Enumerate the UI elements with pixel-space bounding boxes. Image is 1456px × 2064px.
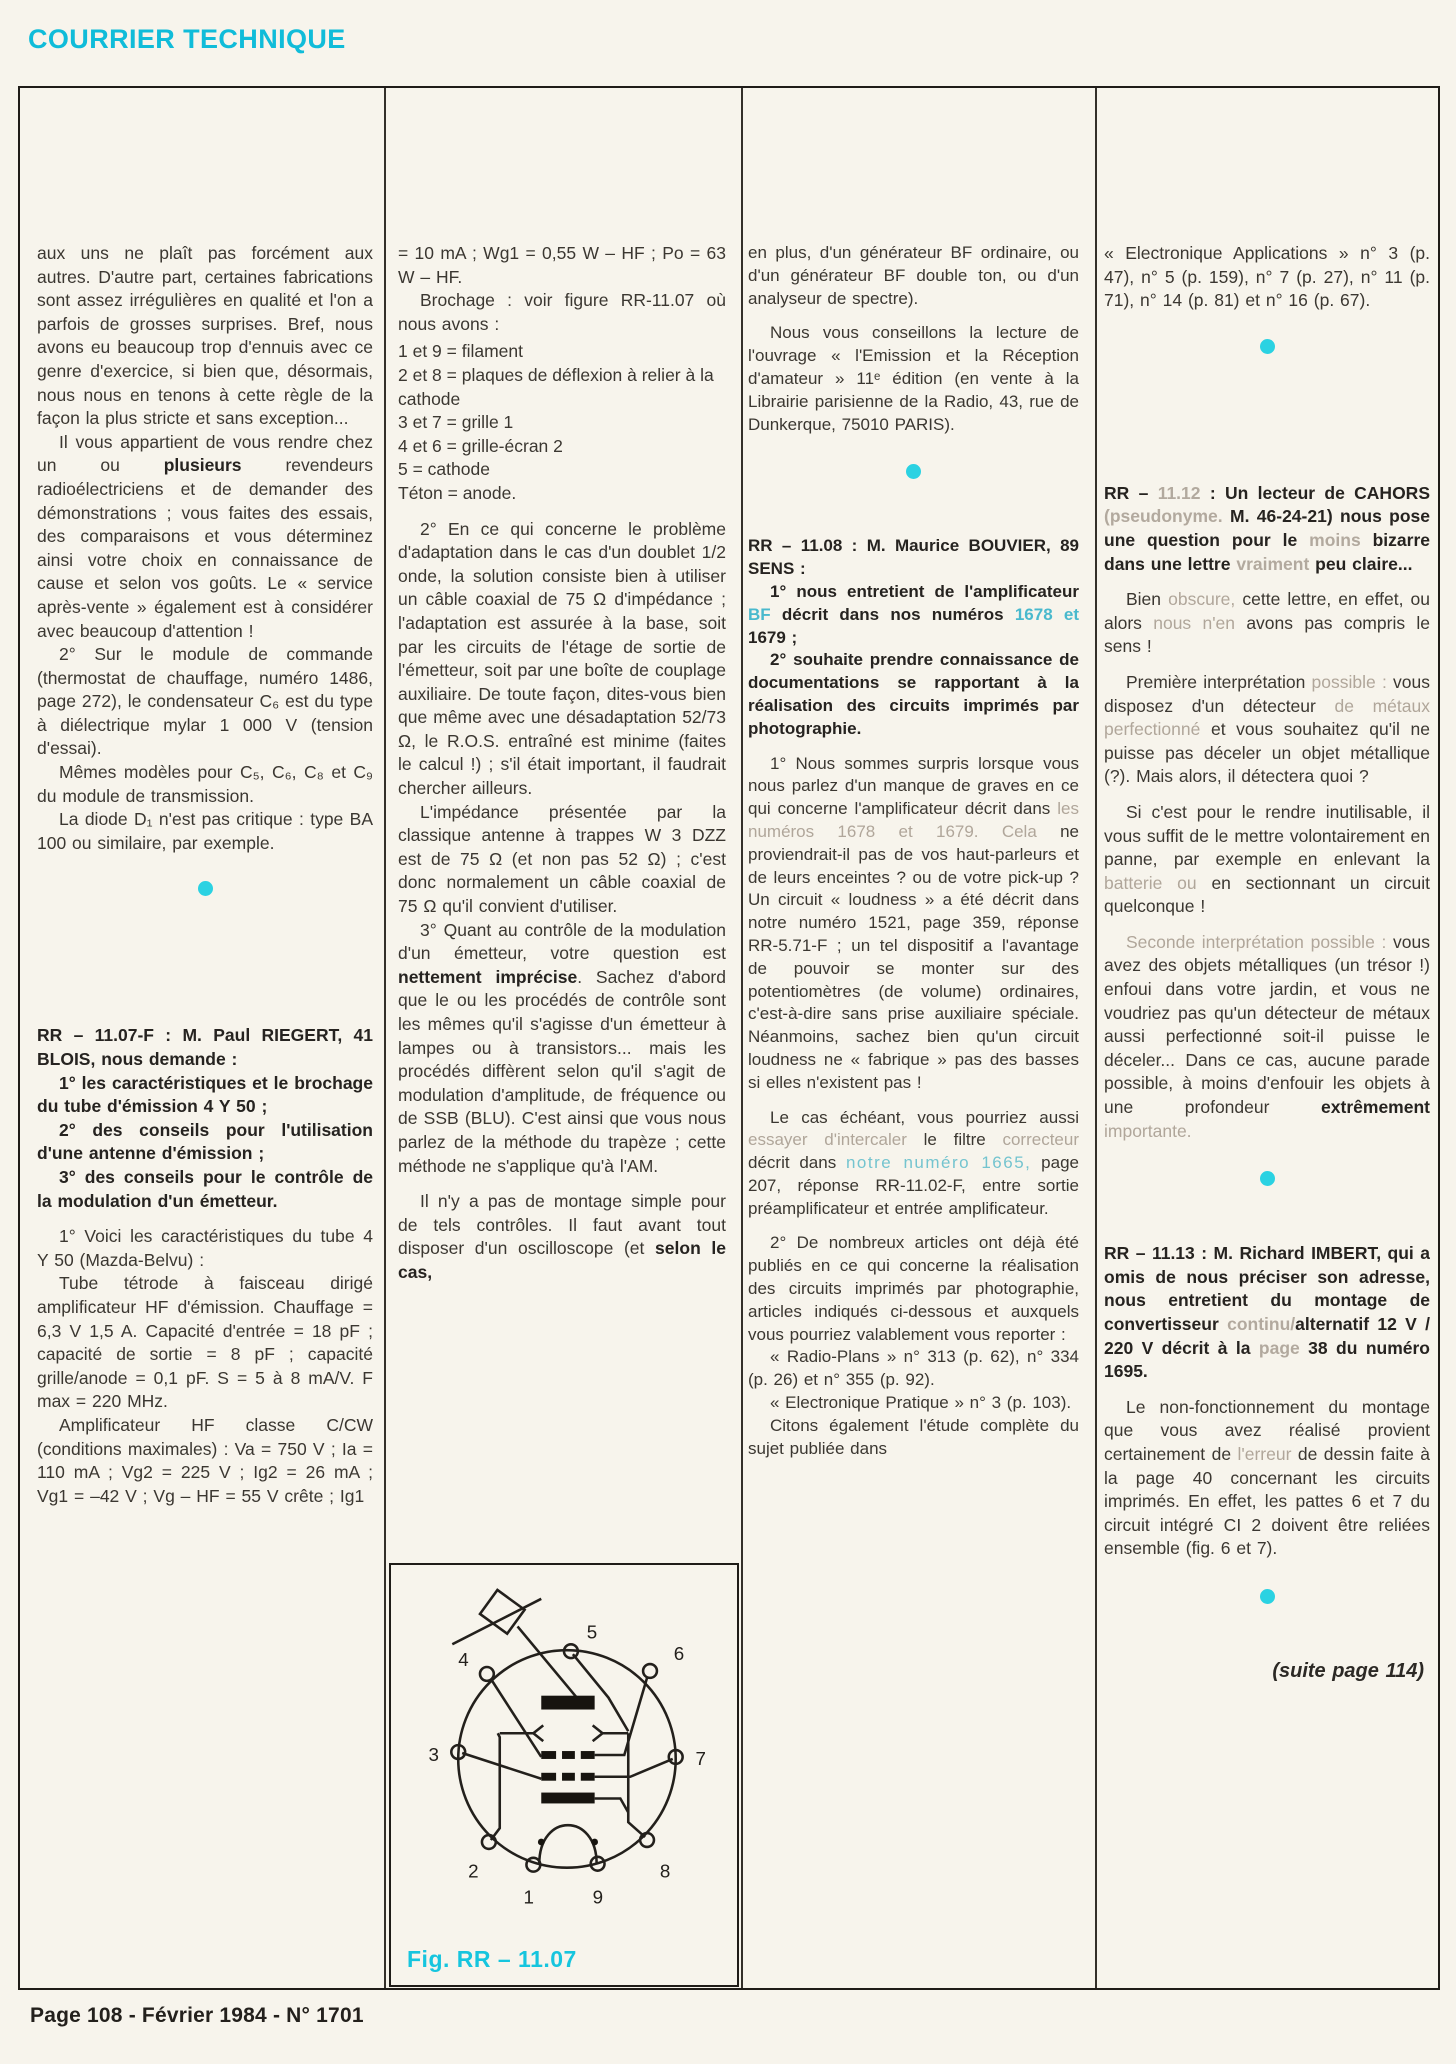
cyan-dot-icon <box>1260 339 1275 354</box>
text-segment: possible : <box>1311 671 1387 692</box>
beam-arrow-right-icon <box>593 1725 603 1741</box>
cyan-dot-icon <box>198 881 213 896</box>
body-paragraph <box>1104 801 1430 919</box>
pin-label: 6 <box>673 1643 685 1665</box>
text-segment: correcteur <box>1002 1130 1079 1150</box>
cyan-dot-icon <box>906 464 921 479</box>
tube-base-diagram <box>391 1569 737 1941</box>
text-segment: Amplificateur HF classe C/CW (conditions maximales) : Va = 750 V ; Ia = 110 mA ; Vg2 = 225 V ; Ig2 = 26 mA ; Vg1 = –42 V ; Vg – HF = 55 V crête ; Ig1 <box>37 1414 373 1506</box>
text-segment: 3° des conseils pour le contrôle de la modulation d'un émetteur. <box>37 1167 373 1211</box>
text-segment: 1° Voici les caractéristiques du tube 4 Y 50 (Mazda-Belvu) : <box>37 1226 373 1270</box>
body-paragraph <box>1104 588 1430 659</box>
footer-page-info: Page 108 - Février 1984 - N° 1701 <box>30 2004 364 2027</box>
section-separator <box>37 881 373 896</box>
text-segment: = 10 mA ; Wg1 = 0,55 W – HF ; Po = 63 W – HF. <box>398 243 726 287</box>
pin-label: 4 <box>458 1649 469 1671</box>
body-paragraph <box>398 518 726 801</box>
pinout-list-item: 3 et 7 = grille 1 <box>398 412 514 433</box>
text-segment: Seconde interprétation possible : <box>1126 931 1387 952</box>
text-segment: moins <box>1309 529 1361 550</box>
text-segment: 2° des conseils pour l'utilisation d'une antenne d'émission ; <box>37 1119 373 1164</box>
text-segment: alternatif 12 V / 220 V décrit à la <box>1104 1314 1430 1358</box>
text-segment: 11.12 <box>1157 482 1201 503</box>
text-segment: bizarre dans une lettre <box>1104 529 1430 574</box>
text-segment: Tube tétrode à faisceau dirigé amplificateur HF d'émission. Chauffage = 6,3 V 1,5 A. Capacité d'entrée = 18 pF ; capacité de sortie = 8 pF ; capacité grille/anode = 0,1 pF. S = 5 à 8 mA/V. F max = 220 MHz. <box>37 1273 373 1412</box>
text-segment: 1678 et <box>1014 604 1079 624</box>
text-segment: (pseudonyme. <box>1104 506 1223 527</box>
pinout-list-item: 4 et 6 = grille-écran 2 <box>398 435 563 456</box>
column-divider <box>384 88 386 1988</box>
text-segment: « Radio-Plans » n° 313 (p. 62), n° 334 (p. 26) et n° 355 (p. 92). <box>748 1347 1079 1390</box>
text-segment: BF <box>748 604 771 624</box>
text-segment: vous avez des objets métalliques (un trésor !) enfoui dans votre jardin, et vous ne voudriez pas qu'un détecteur de métaux aussi perfectionné soit-il puisse le déceler... Dans ce cas, aucune parade possible, à moins d'enfouir les objets à une profondeur <box>1104 931 1430 1118</box>
text-segment: Le cas échéant, vous pourriez aussi <box>770 1107 1079 1127</box>
column-4 <box>1104 242 1430 1988</box>
pin3-lead <box>462 1753 541 1779</box>
text-segment: Première interprétation <box>1126 671 1312 692</box>
anode-lead <box>518 1626 577 1697</box>
text-segment: Le non-fonctionnement du montage que vous avez réalisé provient certainement de <box>1104 1396 1430 1464</box>
pin-label: 5 <box>586 1621 598 1643</box>
text-segment: RR – <box>1104 482 1158 503</box>
text-segment: nous n'en <box>1153 612 1236 633</box>
body-paragraph <box>398 289 726 336</box>
pin-6 <box>643 1664 657 1678</box>
column-3 <box>748 242 1079 1988</box>
body-paragraph <box>398 919 726 1179</box>
body-paragraph <box>37 643 373 761</box>
body-paragraph <box>1104 242 1430 313</box>
pin8-bracket <box>628 1733 645 1837</box>
text-segment: 2° souhaite prendre connaissance de documentations se rapportant à la réalisation des circuits imprimés par photographie. <box>748 650 1079 738</box>
body-paragraph <box>37 1119 373 1166</box>
text-segment: (suite page 114) <box>1272 1659 1424 1682</box>
text-segment: RR – 11.13 : M. Richard IMBERT, qui a omis de nous préciser son adresse, nous entretient du montage de convertisseur <box>1104 1243 1430 1334</box>
pin-label: 9 <box>592 1886 604 1908</box>
text-segment: 2° De nombreux articles ont déjà été publiés en ce qui concerne la réalisation des circuits imprimés par photographie, articles indiqués ci-dessous et auxquels vous pourriez valablement vous reporter : <box>748 1233 1079 1344</box>
pin-2 <box>482 1835 496 1849</box>
text-segment: peu claire... <box>1309 553 1413 574</box>
text-segment: 1° les caractéristiques et le brochage du tube d'émission 4 Y 50 ; <box>37 1072 373 1117</box>
grid2-dash <box>581 1773 595 1781</box>
text-segment: Il n'y a pas de montage simple pour de tels contrôles. Il faut avant tout disposer d'un oscilloscope (et <box>398 1191 726 1259</box>
section-separator <box>748 464 1079 479</box>
section-separator <box>1104 1171 1430 1186</box>
text-segment: nettement imprécise <box>398 966 578 987</box>
pinout-list-item: 5 = cathode <box>398 459 490 480</box>
grid2-dash <box>562 1773 575 1781</box>
body-paragraph <box>398 801 726 919</box>
body-paragraph <box>37 761 373 808</box>
column-1 <box>37 242 373 1988</box>
text-segment: ne proviendrait-il pas de vos haut-parleurs et de leurs enceintes ? ou de votre pick-up ? Un circuit « loudness » a été décrit dans notre numéro 1521, page 359, réponse RR-5.71-F ; un tel dispositif a l'avantage de pouvoir se monter sur des potentiomètres (de volume) ordinaires, c'est-à-dire sans prise auxiliaire spéciale. Néanmoins, sachez bien qu'un circuit loudness ne « fabrique » pas des basses si elles n'existent pas ! <box>748 821 1079 1092</box>
text-segment: extrêmement <box>1321 1097 1430 1118</box>
tube-pinout-figure <box>389 1563 739 1987</box>
grid2-dash <box>541 1773 556 1781</box>
text-segment: et vous souhaitez qu'il ne puisse pas déceler un objet métallique (?). Mais alors, il détectera quoi ? <box>1104 719 1430 787</box>
text-segment: Brochage : voir figure RR-11.07 où nous avons : <box>398 290 726 334</box>
text-segment: Nous vous conseillons la lecture de l'ouvrage « l'Emission et la Réception d'amateur » 11ᵉ édition (en vente à la Librairie parisienne de la Radio, 43, rue de Dunkerque, 75010 PARIS). <box>748 323 1079 434</box>
body-paragraph <box>37 1414 373 1508</box>
cyan-dot-icon <box>1260 1589 1275 1604</box>
text-segment: Mêmes modèles pour C₅, C₆, C₈ et C₉ du module de transmission. <box>37 762 373 806</box>
body-paragraph <box>748 581 1079 649</box>
body-paragraph <box>1104 1396 1430 1561</box>
text-segment: plusieurs <box>163 455 242 476</box>
body-paragraph <box>748 649 1079 740</box>
grid1-dash <box>541 1751 556 1759</box>
text-segment: RR – 11.07-F : M. Paul RIEGERT, 41 BLOIS, nous demande : <box>37 1025 373 1070</box>
pin-label: 3 <box>428 1743 440 1765</box>
text-segment: les numéros 1678 et 1679. Cela <box>748 799 1079 841</box>
text-segment: obscure, <box>1168 589 1236 610</box>
text-segment: vous disposez d'un détecteur <box>1104 671 1430 716</box>
pin-label: 8 <box>659 1860 671 1882</box>
text-segment: . Sachez d'abord que le ou les procédés de contrôle sont les mêmes qu'il s'agisse d'un émetteur à lampes ou à transistors... mais les procédés diffèrent selon qu'il s'agit de modulation d'amplitude, de fréquence ou de SSB (BLU). C'est ainsi que vous nous parlez de la méthode du trapèze ; cette méthode ne s'applique qu'à l'AM. <box>398 966 726 1176</box>
text-segment: avons pas compris le sens ! <box>1104 612 1430 657</box>
column-divider <box>1095 88 1097 1988</box>
page-title: COURRIER TECHNIQUE <box>28 24 346 54</box>
body-paragraph <box>748 753 1079 1095</box>
text-segment: La diode D₁ n'est pas critique : type BA 100 ou similaire, par exemple. <box>37 809 373 853</box>
body-paragraph <box>748 1415 1079 1461</box>
anode-plate-bar <box>541 1696 594 1710</box>
text-segment: décrit dans <box>748 1153 846 1173</box>
text-segment: notre numéro 1665, <box>845 1153 1032 1173</box>
screen-lead <box>595 1798 629 1812</box>
section-separator <box>1104 1589 1430 1604</box>
heater-node <box>538 1839 545 1846</box>
body-paragraph <box>748 1232 1079 1346</box>
text-segment: cette lettre, en effet, ou alors <box>1104 589 1430 633</box>
text-segment: « Electronique Pratique » n° 3 (p. 103). <box>770 1393 1072 1413</box>
body-paragraph <box>37 431 373 643</box>
text-segment: le filtre <box>906 1130 1003 1150</box>
body-paragraph <box>398 1190 726 1284</box>
pin-label: 1 <box>523 1886 534 1908</box>
text-segment: page <box>1258 1337 1300 1358</box>
text-segment: Citons également l'étude complète du sujet publiée dans <box>748 1415 1079 1458</box>
text-segment: Si c'est pour le rendre inutilisable, il vous suffit de le mettre volontairement en panne, par exemple en enlevant la <box>1104 801 1430 870</box>
text-segment: selon le cas, <box>398 1238 726 1282</box>
body-paragraph <box>37 1272 373 1414</box>
text-segment: M. 46-24-21) nous pose une question pour le <box>1104 506 1430 550</box>
text-segment: 2° En ce qui concerne le problème d'adaptation dans le cas d'un doublet 1/2 onde, la solution consiste bien à utiliser un câble coaxial de 75 Ω d'impédance ; l'adaptation est assurée à la base, soit par les circuits de l'étage de sortie de l'émetteur, soit par une boîte de couplage auxiliaire. De toute façon, dites-vous bien que même avec une désadaptation 52/73 Ω, le R.O.S. entraîné est minime (faites le calcul !) ; s'il était important, il faudrait chercher ailleurs. <box>398 518 726 799</box>
pin2-bracket <box>491 1733 500 1840</box>
body-paragraph <box>37 1225 373 1272</box>
section-separator <box>1104 339 1430 354</box>
rr-section-heading <box>1104 1242 1430 1384</box>
text-segment: en plus, d'un générateur BF ordinaire, ou d'un générateur BF double ton, ou d'un analyseur de spectre). <box>748 243 1079 308</box>
text-segment: page 207, réponse RR-11.02-F, entre sortie préamplificateur et entrée amplificateur. <box>748 1153 1079 1218</box>
body-paragraph <box>398 242 726 289</box>
grid1-dash <box>581 1751 595 1759</box>
text-segment: Bien <box>1126 589 1169 610</box>
pin-label: 2 <box>468 1860 479 1882</box>
text-segment: 38 du numéro 1695. <box>1104 1337 1430 1382</box>
body-paragraph <box>37 1072 373 1119</box>
body-paragraph <box>37 1166 373 1213</box>
text-segment: de métaux perfectionné <box>1104 695 1430 740</box>
screen-bar <box>541 1793 594 1804</box>
heater-arc <box>539 1825 596 1864</box>
text-segment: l'erreur <box>1237 1443 1292 1464</box>
text-segment: L'impédance présentée par la classique antenne à trappes W 3 DZZ est de 75 Ω (et non pas 52 Ω) ; c'est donc normalement un câble coaxial de 75 Ω qu'il convient d'utiliser. <box>398 801 726 917</box>
figure-caption: Fig. RR – 11.07 <box>407 1946 577 1972</box>
body-paragraph <box>748 1346 1079 1392</box>
rr-section-heading <box>37 1024 373 1071</box>
text-segment: décrit dans nos numéros <box>770 604 1015 624</box>
text-segment: importante. <box>1104 1120 1192 1141</box>
text-segment: essayer d'intercaler <box>748 1130 907 1150</box>
beam-arrow-left-icon <box>533 1725 543 1741</box>
pinout-list <box>398 340 726 505</box>
pinout-list-item: 2 et 8 = plaques de déflexion à relier à la cathode <box>398 364 714 409</box>
text-segment: vraiment <box>1236 553 1310 574</box>
pinout-list-item: 1 et 9 = filament <box>398 341 524 362</box>
body-paragraph <box>748 322 1079 436</box>
text-segment: Il vous appartient de vous rendre chez un ou <box>37 431 373 476</box>
pin-8 <box>640 1833 654 1847</box>
body-paragraph <box>37 808 373 855</box>
pin4-lead <box>491 1679 541 1757</box>
pin-4 <box>480 1667 494 1681</box>
body-paragraph <box>1104 1660 1430 1684</box>
column-divider <box>741 88 743 1988</box>
rr-section-heading <box>748 535 1079 581</box>
pin7-lead <box>595 1759 673 1777</box>
text-segment: : Un lecteur de CAHORS <box>1200 482 1430 503</box>
text-segment: « Electronique Applications » n° 3 (p. 47), n° 5 (p. 159), n° 7 (p. 27), n° 11 (p. 71), n° 14 (p. 81) et n° 16 (p. 67). <box>1104 243 1430 311</box>
cyan-dot-icon <box>1260 1171 1275 1186</box>
text-segment: 1679 ; <box>748 627 798 647</box>
text-segment: batterie ou <box>1104 872 1197 893</box>
text-segment: en sectionnant un circuit quelconque ! <box>1104 872 1430 917</box>
text-segment: RR – 11.08 : M. Maurice BOUVIER, 89 SENS : <box>748 536 1079 579</box>
column-2 <box>398 242 726 1552</box>
body-paragraph <box>748 1107 1079 1221</box>
body-paragraph <box>748 242 1079 310</box>
text-segment: 1° Nous sommes surpris lorsque vous nous parlez d'un manque de graves en ce qui concerne l'amplificateur décrit dans <box>748 753 1079 819</box>
body-paragraph <box>37 242 373 431</box>
text-segment: revendeurs radioélectriciens et de demander des démonstrations ; vous faites des essais, des comparaisons et vous déterminez ainsi votre choix en connaissance de cause et selon vos goûts. Le « service après-vente » également est à considérer avec beaucoup d'attention ! <box>37 455 373 641</box>
pin5-lead <box>573 1654 628 1731</box>
text-segment: aux uns ne plaît pas forcément aux autres. D'autre part, certaines fabrications sont assez irrégulières en qualité et l'on a parfois de grosses surprises. Bref, nous avons eu beaucoup trop d'ennuis avec ce genre d'exercice, si bien que, désormais, nous nous en tenons à cette règle de la façon la plus stricte et sans exception... <box>37 243 373 429</box>
text-segment: de dessin faite à la page 40 concernant les circuits imprimés. En effet, les pattes 6 et 7 du circuit intégré CI 2 doivent être reliées ensemble (fig. 6 et 7). <box>1104 1443 1430 1559</box>
text-segment: continu/ <box>1227 1314 1296 1334</box>
text-segment: 2° Sur le module de commande (thermostat de chauffage, numéro 1486, page 272), le condensateur C₆ est du type à diélectrique mylar 1 000 V (tension d'essai). <box>37 644 373 759</box>
body-paragraph <box>1104 671 1430 789</box>
heater-node <box>591 1839 598 1846</box>
pin-label: 7 <box>695 1747 706 1769</box>
pinout-list-item: Téton = anode. <box>398 482 517 503</box>
body-paragraph <box>1104 931 1430 1143</box>
grid1-dash <box>562 1751 575 1759</box>
text-segment: 1° nous entretient de l'amplificateur <box>770 581 1079 601</box>
text-segment: 3° Quant au contrôle de la modulation d'un émetteur, votre question est <box>398 919 726 964</box>
body-paragraph <box>748 1392 1079 1415</box>
rr-section-heading <box>1104 482 1430 576</box>
